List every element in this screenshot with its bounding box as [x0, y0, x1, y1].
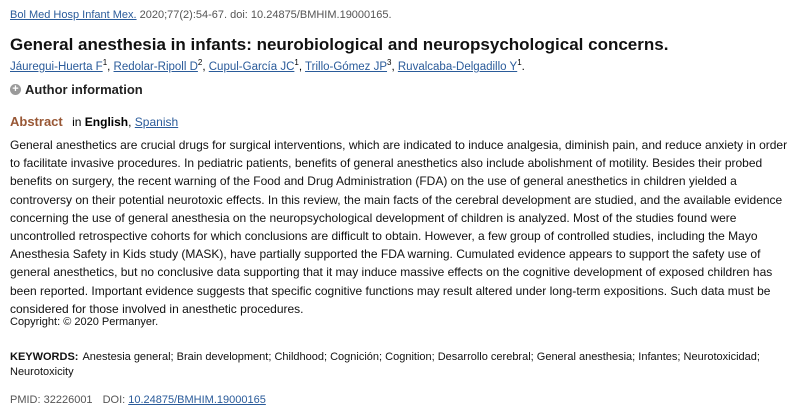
keywords-label: KEYWORDS:: [10, 351, 79, 363]
author-link[interactable]: Jáuregui-Huerta F: [10, 61, 103, 73]
citation-details: 2020;77(2):54-67. doi: 10.24875/BMHIM.19000165.: [136, 9, 392, 21]
citation-line: [10, 9, 392, 21]
copyright-text: Copyright: © 2020 Permanyer.: [10, 316, 159, 328]
keywords-section: [10, 350, 790, 380]
abstract-label: Abstract: [10, 114, 63, 129]
author-information-label: Author information: [25, 82, 143, 97]
author-list: Jáuregui-Huerta $F^1$, Redolar-Ripoll $D^2$, Cupul-García $JC^1$, Trillo-Gómez $JP^3$, Ruvalcaba-Delgadillo $Y^1$.: [10, 58, 525, 73]
doi-link[interactable]: 10.24875/BMHIM.19000165: [128, 394, 266, 406]
pmid-text: PMID: 32226001: [10, 394, 93, 406]
doi-label: DOI:: [102, 394, 129, 406]
abstract-header: Abstract in English, Spanish: [10, 114, 179, 129]
author-affiliation: 3: [387, 58, 392, 68]
current-language: English: [84, 115, 129, 129]
author-link[interactable]: Ruvalcaba-Delgadillo Y: [397, 61, 518, 73]
author-information-toggle[interactable]: [10, 82, 143, 97]
abstract-in-label: in: [72, 115, 82, 129]
identifier-line: [10, 394, 266, 406]
article-title: General anesthesia in infants: neurobiological and neuropsychological concerns.: [10, 35, 669, 54]
abstract-text: General anesthetics are crucial drugs for surgical interventions, which are indicated to induce analgesia, diminish pain, and reduce anxiety in order to facilitate invasive procedures. In pediatric patients, benefits of general anesthetics also include abolishment of motility. Besides their probed benefits on surgery, the recent warning of the Food and Drug Administration (FDA) on the use of general anesthetics in children yielded a controversy on their potential neurotoxic effects. In this review, the main facts of the cerebral development are studied, and the available evidence concerning the use of general anesthesia on the neuropsychological development of children is analyzed. Most of the studies found were uncontrolled retrospective cohorts for which conclusions are difficult to obtain. However, a few group of controlled studies, including the Mayo Anesthesia Safety in Kids study (MASK), have partially supported the FDA warning. Cumulated evidence appears to support the safety use of general anesthetics, but no conclusive data supporting that it may induce massive effects on the cognitive development of exposed children has been reported. Important evidence suggests that specific cognitive functions may result altered under long-term expositions. Such data must be considered for those involved in anesthetic procedures.: [10, 138, 788, 316]
author-affiliation: 1: [102, 58, 108, 68]
journal-link[interactable]: Bol Med Hosp Infant Mex.: [10, 9, 137, 21]
author-link[interactable]: Cupul-García JC: [208, 61, 295, 73]
author-link[interactable]: Redolar-Ripoll D: [113, 61, 198, 73]
author-affiliation: 1: [294, 58, 299, 68]
keywords-list: Anestesia general; Brain development; Childhood; Cognición; Cognition; Desarrollo cerebral; General anesthesia; Infantes; Neurotoxicidad; Neurotoxicity: [10, 351, 760, 378]
author-link[interactable]: Trillo-Gómez JP: [305, 61, 388, 73]
author-affiliation: 1: [517, 58, 522, 68]
author-affiliation: 2: [197, 58, 203, 68]
plus-circle-icon[interactable]: +: [10, 84, 21, 95]
spanish-language-link[interactable]: Spanish: [134, 115, 179, 129]
